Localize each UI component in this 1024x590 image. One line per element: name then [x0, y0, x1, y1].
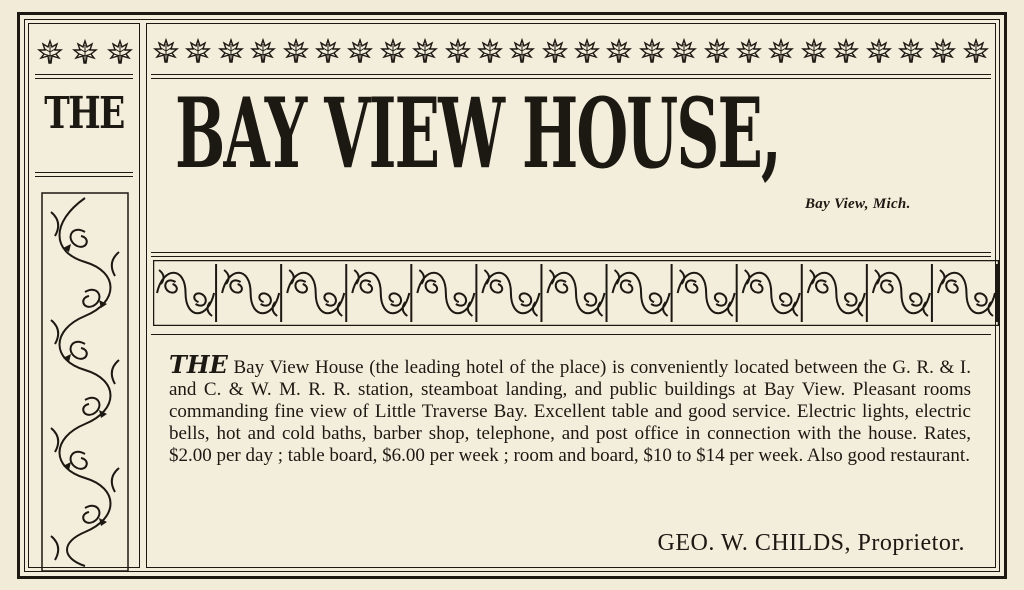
maple-leaf-icon: [412, 38, 438, 64]
scroll-vine-tile: [743, 264, 802, 322]
maple-leaf-icon: [509, 38, 535, 64]
hotel-name: BAY VIEW HOUSE,: [175, 77, 780, 190]
maple-leaf-icon: [930, 38, 956, 64]
scroll-vine-tile: [938, 264, 997, 322]
maple-leaf-icon: [574, 38, 600, 64]
maple-leaf-icon: [380, 38, 406, 64]
divider: [35, 176, 133, 177]
scroll-vine-tile: [222, 264, 281, 322]
advertisement-body: [169, 350, 971, 467]
maple-leaf-icon: [768, 38, 794, 64]
top-leaf-border: [153, 32, 989, 70]
advertisement-frame: [17, 12, 1007, 579]
left-leaf-row: [37, 34, 133, 70]
divider: [151, 74, 991, 75]
maple-leaf-icon: [639, 38, 665, 64]
left-column: [28, 23, 140, 568]
maple-leaf-icon: [107, 39, 133, 65]
maple-leaf-icon: [445, 38, 471, 64]
maple-leaf-icon: [542, 38, 568, 64]
scroll-vine-tile: [873, 264, 932, 322]
maple-leaf-icon: [963, 38, 989, 64]
maple-leaf-icon: [37, 39, 63, 65]
maple-leaf-icon: [833, 38, 859, 64]
maple-leaf-icon: [283, 38, 309, 64]
scroll-vine-ornament: [41, 192, 129, 572]
scroll-vine-tile: [287, 264, 346, 322]
maple-leaf-icon: [671, 38, 697, 64]
proprietor-signature: GEO. W. CHILDS, Proprietor.: [657, 530, 965, 556]
divider: [151, 256, 991, 257]
body-paragraph: Bay View House (the leading hotel of the place) is conveniently located between the G. R. & I. and C. & W. M. R. R. station, steamboat landing, and public buildings at Bay View. Pleasant rooms commanding fine view of Little Traverse Bay. Excellent table and good service. Electric lights, electric bells, hot and cold baths, barber shop, telephone, and post office in connection with the house. Rates, $2.00 per day ; table board, $6.00 per week ; room and board, $10 to $14 per week. Also good restaurant.: [169, 357, 971, 466]
scroll-vine-tile: [613, 264, 672, 322]
drop-cap: THE: [169, 350, 228, 379]
scroll-vine-tile: [417, 264, 476, 322]
maple-leaf-icon: [736, 38, 762, 64]
maple-leaf-icon: [477, 38, 503, 64]
scroll-vine-band: [153, 260, 999, 326]
maple-leaf-icon: [218, 38, 244, 64]
maple-leaf-icon: [347, 38, 373, 64]
scroll-vine-tile: [157, 264, 216, 322]
maple-leaf-icon: [704, 38, 730, 64]
main-panel: [146, 23, 996, 568]
scroll-vine-tile: [678, 264, 737, 322]
divider: [151, 252, 991, 253]
divider: [35, 74, 133, 75]
scroll-vine-tile: [547, 264, 606, 322]
scroll-vine-tile: [808, 264, 867, 322]
maple-leaf-icon: [606, 38, 632, 64]
maple-leaf-icon: [866, 38, 892, 64]
maple-leaf-icon: [250, 38, 276, 64]
scroll-vine-tile: [482, 264, 541, 322]
maple-leaf-icon: [801, 38, 827, 64]
location-text: Bay View, Mich.: [805, 196, 911, 212]
maple-leaf-icon: [898, 38, 924, 64]
maple-leaf-icon: [72, 39, 98, 65]
maple-leaf-icon: [315, 38, 341, 64]
maple-leaf-icon: [153, 38, 179, 64]
divider: [151, 334, 991, 335]
divider: [35, 172, 133, 173]
scroll-vine-tile: [352, 264, 411, 322]
heading-prefix: THE: [44, 88, 124, 139]
divider: [35, 78, 133, 79]
maple-leaf-icon: [185, 38, 211, 64]
